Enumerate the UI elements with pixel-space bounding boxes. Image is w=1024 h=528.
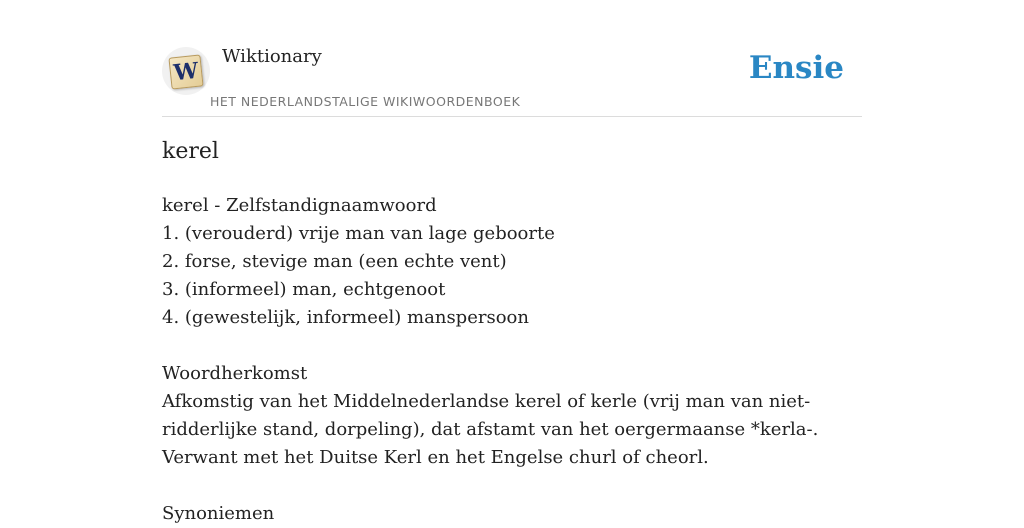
definition-item: 4. (gewestelijk, informeel) manspersoon: [162, 307, 529, 328]
logo-letter: W: [168, 54, 203, 89]
entry-content: [162, 192, 867, 528]
definition-item: 1. (verouderd) vrije man van lage geboorte: [162, 223, 555, 244]
wiktionary-logo-icon[interactable]: [162, 47, 210, 95]
ensie-brand-link[interactable]: Ensie: [748, 50, 844, 86]
page-title: kerel: [162, 139, 219, 164]
spacer: [162, 332, 867, 360]
spacer: [162, 472, 867, 500]
entry-heading: kerel - Zelfstandignaamwoord: [162, 195, 437, 216]
site-header: [162, 0, 862, 117]
site-tagline: HET NEDERLANDSTALIGE WIKIWOORDENBOEK: [210, 94, 521, 109]
synonyms-heading: Synoniemen: [162, 503, 275, 524]
page-container: [162, 0, 862, 524]
etymology-heading: Woordherkomst: [162, 363, 308, 384]
etymology-text: Afkomstig van het Middelnederlandse kerel of kerle (vrij man van niet-ridderlijke stand, dorpeling), dat afstamt van het oergermaanse *kerla-. Verwant met het Duitse Kerl en het Engelse churl of cheorl.: [162, 391, 819, 468]
definition-item: 3. (informeel) man, echtgenoot: [162, 279, 446, 300]
site-name[interactable]: Wiktionary: [222, 46, 322, 67]
definition-item: 2. forse, stevige man (een echte vent): [162, 251, 507, 272]
